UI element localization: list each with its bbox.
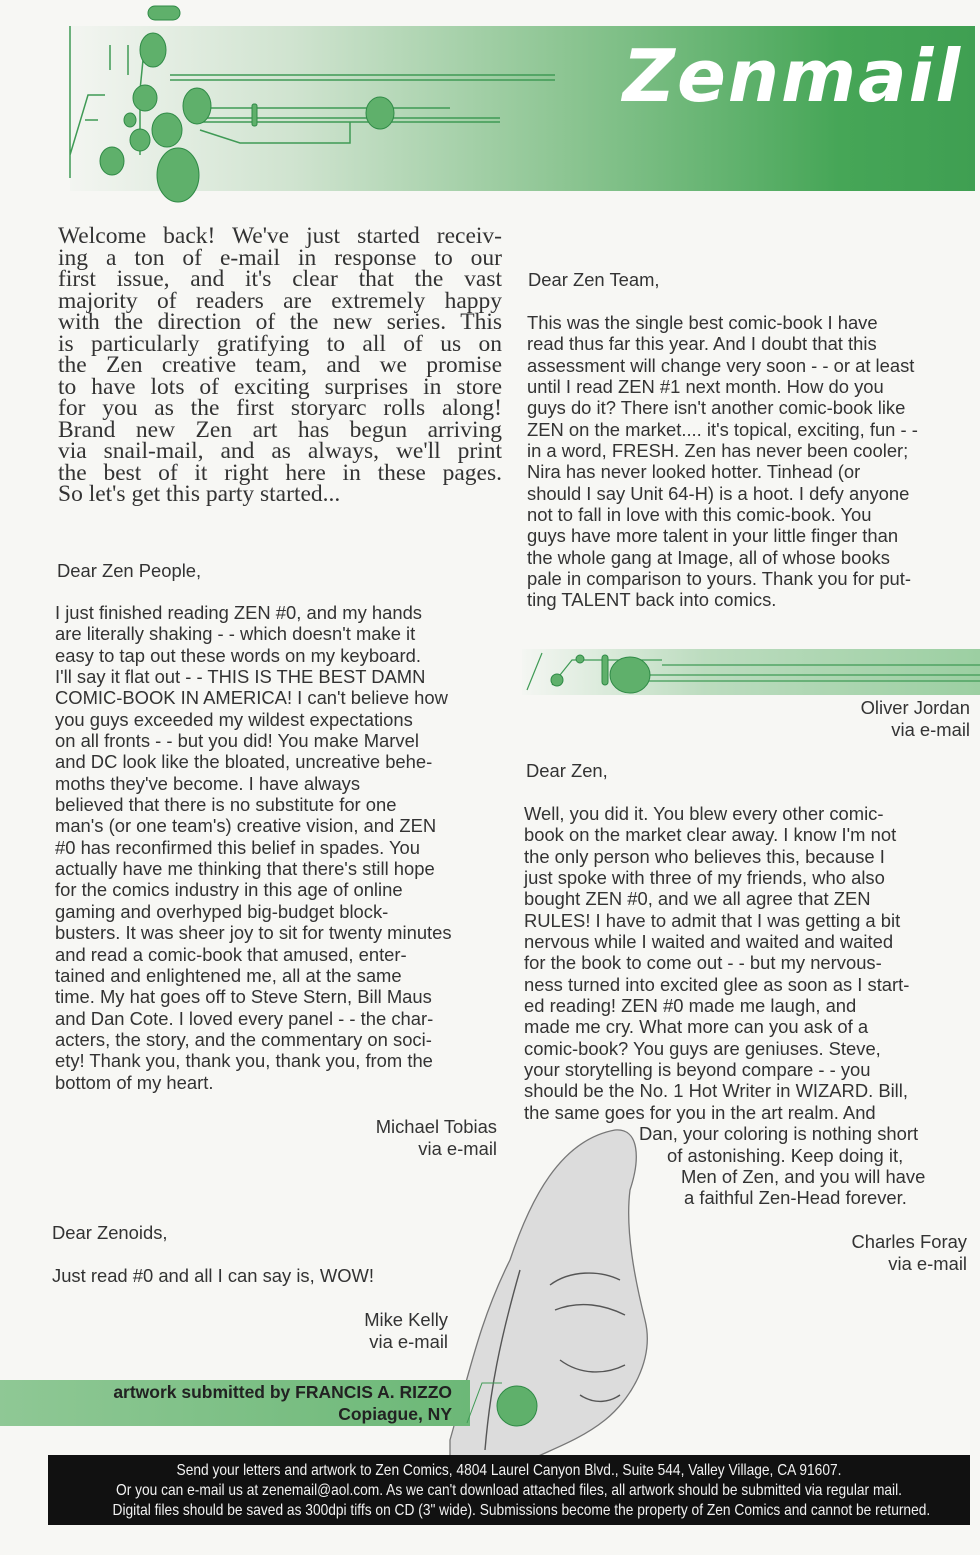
letter-salutation: Dear Zen Team, xyxy=(528,269,660,290)
text-line: the same goes for you in the art realm. And xyxy=(524,1101,876,1123)
text-line: and DC look like the bloated, uncreative behe- xyxy=(55,751,433,773)
page-title: Zenmail xyxy=(622,34,962,118)
text-line: to have lots of exciting surprises in store xyxy=(58,373,502,400)
text-line: So let's get this party started... xyxy=(58,481,341,507)
text-line: are literally shaking - - which doesn't make it xyxy=(55,623,416,645)
text-line: believed that there is no substitute for one xyxy=(55,794,397,816)
credit-location: Copiague, NY xyxy=(338,1404,452,1424)
letter-via: via e-mail xyxy=(891,718,970,740)
letter-author: Charles Foray xyxy=(851,1231,967,1252)
circuit-divider-icon xyxy=(522,645,980,697)
artwork-credit xyxy=(113,1381,452,1425)
text-line: ing a ton of e-mail in response to our xyxy=(58,244,502,271)
circuit-decoration-icon xyxy=(50,0,650,210)
text-line: comic-book? You guys are geniuses. Steve, xyxy=(524,1037,881,1059)
text-line: in a word, FRESH. Zen has never been cooler; xyxy=(527,440,909,462)
text-line: actually have me thinking that there's still hope xyxy=(55,858,435,880)
text-line: Welcome back! We've just started receiv- xyxy=(58,223,502,249)
text-line: I just finished reading ZEN #0, and my hands xyxy=(55,602,422,623)
letter-salutation: Dear Zen, xyxy=(526,760,608,781)
text-line: Men of Zen, and you will have xyxy=(681,1165,926,1187)
letter-author: Oliver Jordan xyxy=(860,697,970,718)
text-line: nervous while I waited and waited and waited xyxy=(524,931,894,953)
letter-via: via e-mail xyxy=(418,1137,497,1159)
text-line: guys do it? There isn't another comic-book like xyxy=(527,397,906,419)
text-line: the only person who believes this, because I xyxy=(524,845,885,867)
text-line: with the direction of the new series. This xyxy=(58,309,502,335)
text-line: not to fall in love with this comic-book. You xyxy=(527,504,872,526)
text-line: for you as the first storyarc rolls along! xyxy=(58,395,502,421)
text-line: until I read ZEN #1 next month. How do you xyxy=(527,376,884,398)
text-line: Dan, your coloring is nothing short xyxy=(639,1123,919,1145)
text-line: gaming and overhyped big-budget block- xyxy=(55,900,389,922)
letter-author: Mike Kelly xyxy=(364,1309,448,1330)
text-line: time. My hat goes off to Steve Stern, Bill Maus xyxy=(55,986,432,1008)
text-line: first issue, and it's clear that the vast xyxy=(58,266,502,292)
text-line: busters. It was sheer joy to sit for twenty minutes xyxy=(55,922,452,944)
letter-author: Michael Tobias xyxy=(375,1116,497,1137)
text-line: man's (or one team's) creative vision, and ZEN xyxy=(55,815,437,837)
text-line: for the book to come out - - but my nervous- xyxy=(524,952,882,974)
text-line: read thus far this year. And I doubt that this xyxy=(527,333,877,355)
text-line: the whole gang at Image, all of whose books xyxy=(527,546,890,568)
text-line: made me cry. What more can you ask of a xyxy=(524,1016,869,1038)
intro-paragraph xyxy=(58,223,502,507)
text-line: bought ZEN #0, and we all agree that ZEN xyxy=(524,888,871,910)
text-line: via snail-mail, and as always, we'll print xyxy=(58,438,502,464)
text-line: and Dan Cote. I loved every panel - - the char- xyxy=(55,1007,434,1029)
text-line: This was the single best comic-book I have xyxy=(527,312,878,333)
letter-body xyxy=(527,312,918,611)
text-line: ed reading! ZEN #0 made me laugh, and xyxy=(524,995,857,1017)
text-line: for the comics industry in this age of online xyxy=(55,879,403,901)
text-line: bottom of my heart. xyxy=(55,1071,214,1093)
letter-salutation: Dear Zenoids, xyxy=(52,1222,168,1243)
text-line: #0 has reconfirmed this belief in spades. You xyxy=(55,836,420,858)
text-line: pale in comparison to yours. Thank you for put- xyxy=(527,568,912,590)
text-line: your storytelling is beyond compare - - you xyxy=(524,1059,871,1081)
text-line: should be the No. 1 Hot Writer in WIZARD. Bill, xyxy=(524,1080,908,1102)
text-line: ZEN on the market.... it's topical, exciting, fun - - xyxy=(527,418,918,440)
letter-signature xyxy=(852,1231,968,1274)
letter-signature xyxy=(861,697,970,740)
circuit-node-icon xyxy=(462,1378,542,1430)
text-line: you guys exceeded my wildest expectations xyxy=(55,708,413,730)
footer-line: Digital files should be saved as 300dpi tiffs on CD (3" wide). Submissions become the property of Zen Comics and cannot be returned. xyxy=(112,1502,931,1519)
text-line: Brand new Zen art has begun arriving xyxy=(58,416,502,443)
text-line: COMIC-BOOK IN AMERICA! I can't believe how xyxy=(55,687,448,709)
footer-line: Send your letters and artwork to Zen Comics, 4804 Laurel Canyon Blvd., Suite 544, Valley Village, CA 91607. xyxy=(176,1462,842,1479)
text-line: Nira has never looked hotter. Tinhead (or xyxy=(527,461,861,483)
text-line: is particularly gratifying to all of us on xyxy=(58,330,502,357)
text-line: assessment will change very soon - - or at least xyxy=(527,354,915,376)
text-line: acters, the story, and the commentary on soci- xyxy=(55,1028,432,1050)
text-line: and read a comic-book that amused, enter- xyxy=(55,943,407,965)
text-line: should I say Unit 64-H) is a hoot. I defy anyone xyxy=(527,482,910,504)
text-line: book on the market clear away. I know I'm not xyxy=(524,824,897,846)
text-line: guys have more talent in your little finger than xyxy=(527,525,899,547)
letter-via: via e-mail xyxy=(888,1252,967,1274)
text-line: easy to tap out these words on my keyboard. xyxy=(55,644,421,666)
letter-body xyxy=(55,602,452,1093)
text-line: ting TALENT back into comics. xyxy=(527,589,777,611)
text-line: Well, you did it. You blew every other comic- xyxy=(524,803,884,824)
submission-info-footer xyxy=(48,1455,970,1525)
text-line: tained and enlightened me, all at the same xyxy=(55,964,402,986)
text-line: the Zen creative team, and we promise xyxy=(58,352,502,378)
letter-body xyxy=(52,1265,374,1286)
text-line: on all fronts - - but you did! You make Marvel xyxy=(55,730,419,752)
letter-salutation: Dear Zen People, xyxy=(57,560,202,581)
text-line: ety! Thank you, thank you, thank you, from the xyxy=(55,1050,433,1072)
letter-body xyxy=(524,803,925,1209)
text-line: ness turned into excited glee as soon as I start- xyxy=(524,973,910,995)
footer-line: Or you can e-mail us at zenemail@aol.com. As we can't download attached files, all artwork should be submitted via regular mail. xyxy=(115,1482,902,1499)
text-line: Just read #0 and all I can say is, WOW! xyxy=(52,1265,374,1286)
text-line: a faithful Zen-Head forever. xyxy=(684,1187,907,1209)
text-line: RULES! I have to admit that I was getting a bit xyxy=(524,909,901,931)
text-line: the best of it right here in these pages. xyxy=(58,459,502,486)
letter-via: via e-mail xyxy=(369,1330,448,1352)
text-line: of astonishing. Keep doing it, xyxy=(667,1144,904,1166)
text-line: just spoke with three of my friends, who also xyxy=(524,867,885,889)
text-line: moths they've become. I have always xyxy=(55,772,361,794)
credit-artist: artwork submitted by FRANCIS A. RIZZO xyxy=(113,1382,452,1402)
text-line: I'll say it flat out - - THIS IS THE BEST DAMN xyxy=(55,666,426,688)
text-line: majority of readers are extremely happy xyxy=(58,287,502,314)
